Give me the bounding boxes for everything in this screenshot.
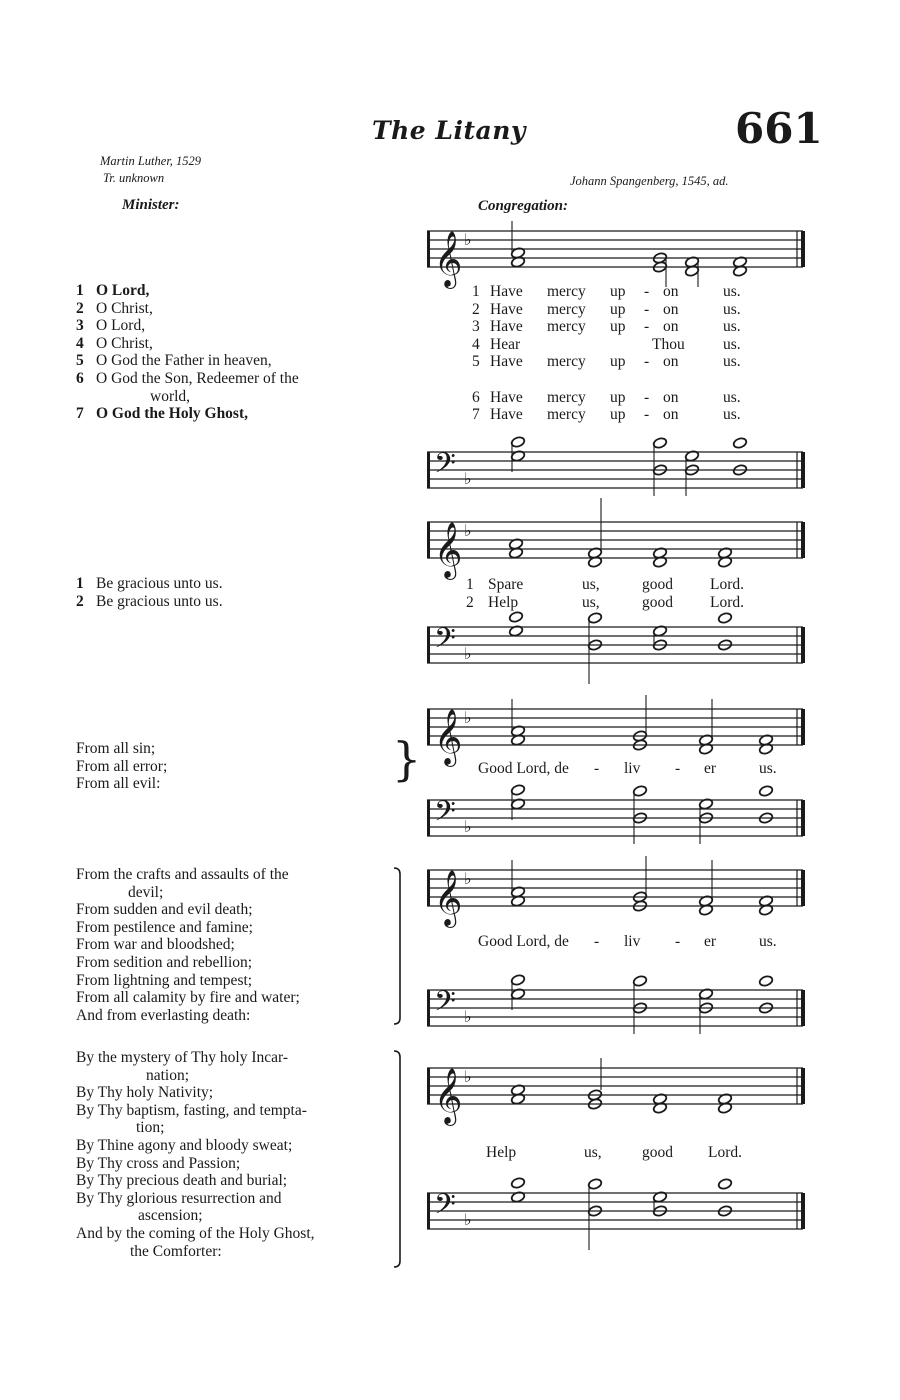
minister-line-continued: tion;: [136, 1119, 165, 1137]
treble-clef-icon: 𝄞: [434, 231, 463, 287]
minister-line: 4 O Christ,: [76, 334, 153, 352]
response-line: 1 Spare us, good Lord.: [466, 576, 745, 593]
minister-line-continued: ascension;: [138, 1207, 203, 1225]
minister-line-continued: world,: [150, 387, 191, 405]
minister-line: By Thine agony and bloody sweat;: [76, 1136, 293, 1154]
minister-line: By Thy glorious resurrection and: [76, 1189, 282, 1207]
key-flat-icon: ♭: [464, 644, 472, 663]
minister-line: From the crafts and assaults of the: [76, 866, 289, 883]
minister-line: From sedition and rebellion;: [76, 953, 253, 971]
minister-line: By Thy baptism, fasting, and tempta-: [76, 1101, 307, 1119]
text-author-credit: Martin Luther, 1529: [100, 154, 202, 168]
key-flat-icon: ♭: [464, 1210, 472, 1229]
hymn-number: 661: [735, 104, 823, 153]
minister-line: From all evil:: [76, 775, 161, 793]
minister-line: 1 O Lord,: [76, 282, 150, 299]
minister-line-continued: the Comforter:: [130, 1242, 222, 1260]
key-flat-icon: ♭: [464, 817, 472, 836]
bass-clef-icon: 𝄢: [434, 795, 456, 835]
bass-clef-icon: 𝄢: [434, 985, 456, 1025]
music-credit: Johann Spangenberg, 1545, ad.: [570, 174, 729, 188]
key-flat-icon: ♭: [464, 1007, 472, 1026]
response-line: 5 Have mercy up - on us.: [472, 353, 741, 371]
minister-line: From all error;: [76, 757, 168, 775]
key-flat-icon: ♭: [464, 521, 472, 540]
key-flat-icon: ♭: [464, 1067, 472, 1086]
minister-line-continued: nation;: [146, 1066, 190, 1084]
minister-line: 2 O Christ,: [76, 299, 153, 317]
treble-clef-icon: 𝄞: [434, 1068, 463, 1124]
treble-clef-icon: 𝄞: [434, 522, 463, 578]
minister-line: From all calamity by fire and water;: [76, 989, 300, 1007]
key-flat-icon: ♭: [464, 230, 472, 249]
minister-line: From pestilence and famine;: [76, 918, 253, 936]
response-line: 7 Have mercy up - on us.: [472, 406, 741, 424]
response-line: Good Lord, de - liv - er us.: [478, 760, 777, 777]
right-brace: }: [392, 732, 422, 786]
final-barline-thick: [801, 1193, 805, 1229]
minister-line: 5 O God the Father in heaven,: [76, 352, 272, 370]
bass-clef-icon: 𝄢: [434, 1188, 456, 1228]
minister-line: And by the coming of the Holy Ghost,: [76, 1224, 315, 1242]
minister-line: By the mystery of Thy holy Incar-: [76, 1049, 289, 1066]
minister-line-continued: devil;: [128, 883, 164, 901]
response-line: Help us, good Lord.: [486, 1144, 743, 1161]
response-line: 2 Have mercy up - on us.: [472, 300, 741, 318]
treble-clef-icon: 𝄞: [434, 709, 463, 765]
key-flat-icon: ♭: [464, 708, 472, 727]
key-flat-icon: ♭: [464, 469, 472, 488]
minister-line: By Thy cross and Passion;: [76, 1154, 241, 1172]
half-note: [510, 1177, 525, 1190]
response-line: 2 Help us, good Lord.: [466, 593, 745, 611]
minister-line: From all sin;: [76, 740, 156, 757]
minister-line: By Thy precious death and burial;: [76, 1172, 288, 1190]
hymn-title: The Litany: [372, 116, 526, 145]
response-line: 3 Have mercy up - on us.: [472, 318, 741, 336]
translator-credit: Tr. unknown: [103, 171, 165, 185]
bass-clef-icon: 𝄢: [434, 622, 456, 662]
minister-line: From war and bloodshed;: [76, 936, 235, 954]
response-line: 1 Have mercy up - on us.: [472, 283, 741, 300]
bass-clef-icon: 𝄢: [434, 447, 456, 487]
response-line: 4 Hear Thou us.: [472, 335, 741, 353]
minister-line: 6 O God the Son, Redeemer of the: [76, 369, 299, 387]
response-line: 6 Have mercy up - on us.: [472, 388, 741, 406]
minister-line: By Thy holy Nativity;: [76, 1084, 214, 1102]
minister-label: Minister:: [122, 197, 180, 213]
minister-line: 2 Be gracious unto us.: [76, 592, 223, 610]
half-note: [587, 1178, 602, 1191]
treble-clef-icon: 𝄞: [434, 870, 463, 926]
opening-barline: [427, 1193, 430, 1229]
minister-line: 3 O Lord,: [76, 317, 146, 335]
response-line: Good Lord, de - liv - er us.: [478, 933, 777, 950]
congregation-label: Congregation:: [478, 198, 569, 214]
minister-line: 1 Be gracious unto us.: [76, 575, 223, 592]
minister-line: 7 O God the Holy Ghost,: [76, 405, 249, 423]
half-note: [717, 1178, 732, 1191]
minister-line: From lightning and tempest;: [76, 971, 253, 989]
key-flat-icon: ♭: [464, 869, 472, 888]
minister-line: From sudden and evil death;: [76, 901, 253, 919]
minister-line: And from everlasting death:: [76, 1006, 251, 1024]
